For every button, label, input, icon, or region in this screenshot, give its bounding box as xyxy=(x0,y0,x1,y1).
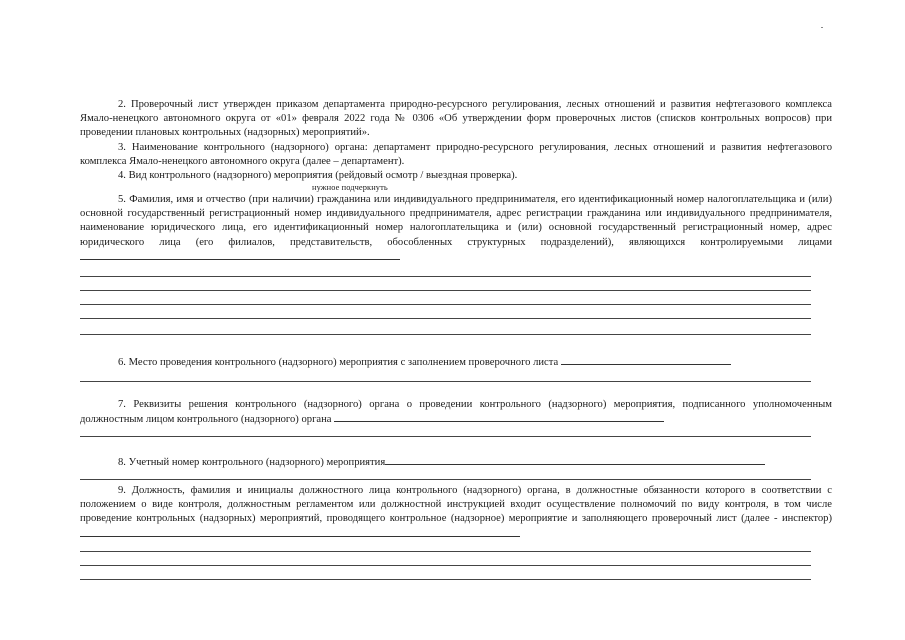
item-6-fill-line[interactable] xyxy=(561,355,731,365)
item-9-blank-line[interactable] xyxy=(80,579,811,580)
item-8-text: 8. Учетный номер контрольного (надзорного) мероприятия xyxy=(118,457,386,468)
item-5-blank-line[interactable] xyxy=(80,290,811,291)
item-8-fill-line[interactable] xyxy=(385,455,765,465)
item-5 xyxy=(80,193,832,265)
item-7-blank-line[interactable] xyxy=(80,436,811,437)
item-3 xyxy=(80,141,832,169)
item-8-blank-line[interactable] xyxy=(80,479,811,480)
item-9-text: 9. Должность, фамилия и инициалы должностного лица контрольного (надзорного) органа, в должностные обязанности которого в соответствии с положением о виде контроля, должностным регламентом или должностной инструкцией входит осуществление полномочий по виду контроля, в том числе проведение контрольных (надзорных) мероприятий, проводящего контрольное (надзорное) мероприятие и заполняющего проверочный лист (далее - инспектор) xyxy=(80,485,832,525)
item-4-text: 4. Вид контрольного (надзорного) мероприятия (рейдовый осмотр / выездная проверка). xyxy=(118,170,518,181)
item-9-blank-line[interactable] xyxy=(80,551,811,552)
item-8 xyxy=(80,455,832,470)
item-5-blank-line[interactable] xyxy=(80,304,811,305)
item-9-blank-line[interactable] xyxy=(80,565,811,566)
item-7-text: 7. Реквизиты решения контрольного (надзорного) органа о проведении контрольного (надзорного) мероприятия, подписанного уполномоченным должностным лицом контрольного (надзорного) органа xyxy=(80,399,832,426)
item-5-text: 5. Фамилия, имя и отчество (при наличии) гражданина или индивидуального предпринимателя, его идентификационный номер налогоплательщика и (или) основной государственный регистрационный номер индивидуального предпринимателя, адрес регистрации гражданина или индивидуального предпринимателя, наименование юридического лица, его идентификационный номер налогоплательщика и (или) основной государственный регистрационный номер, адрес юридического лица (его филиалов, представительств, обособленных структурных подразделений), являющихся контролируемыми лицами xyxy=(80,194,832,248)
item-3-text: 3. Наименование контрольного (надзорного) органа: департамент природно-ресурсного регулирования, лесных отношений и развития нефтегазового комплекса Ямало-ненецкого автономного округа (далее – департамент). xyxy=(80,142,832,168)
item-7-fill-line[interactable] xyxy=(334,412,664,422)
underline-note: нужное подчеркнуть xyxy=(312,183,388,192)
item-2 xyxy=(80,98,832,141)
item-4 xyxy=(80,169,832,183)
item-5-blank-line[interactable] xyxy=(80,318,811,319)
item-9 xyxy=(80,484,832,542)
item-5-fill-line[interactable] xyxy=(80,250,400,260)
item-5-blank-line[interactable] xyxy=(80,276,811,277)
item-7 xyxy=(80,398,832,427)
scan-speck xyxy=(821,27,823,28)
item-6-blank-line[interactable] xyxy=(80,381,811,382)
item-6-text: 6. Место проведения контрольного (надзорного) мероприятия с заполнением проверочного листа xyxy=(118,357,559,368)
item-2-text: 2. Проверочный лист утвержден приказом департамента природно-ресурсного регулирования, лесных отношений и развития нефтегазового комплекса Ямало-ненецкого автономного округа от «01» февраля 2022 года № 0306 «Об утверждении форм проверочных листов (списков контрольных вопросов) при проведении плановых контрольных (надзорных) мероприятий». xyxy=(80,99,832,139)
item-6 xyxy=(80,355,832,370)
item-5-blank-line[interactable] xyxy=(80,334,811,335)
item-9-fill-line[interactable] xyxy=(80,527,520,537)
